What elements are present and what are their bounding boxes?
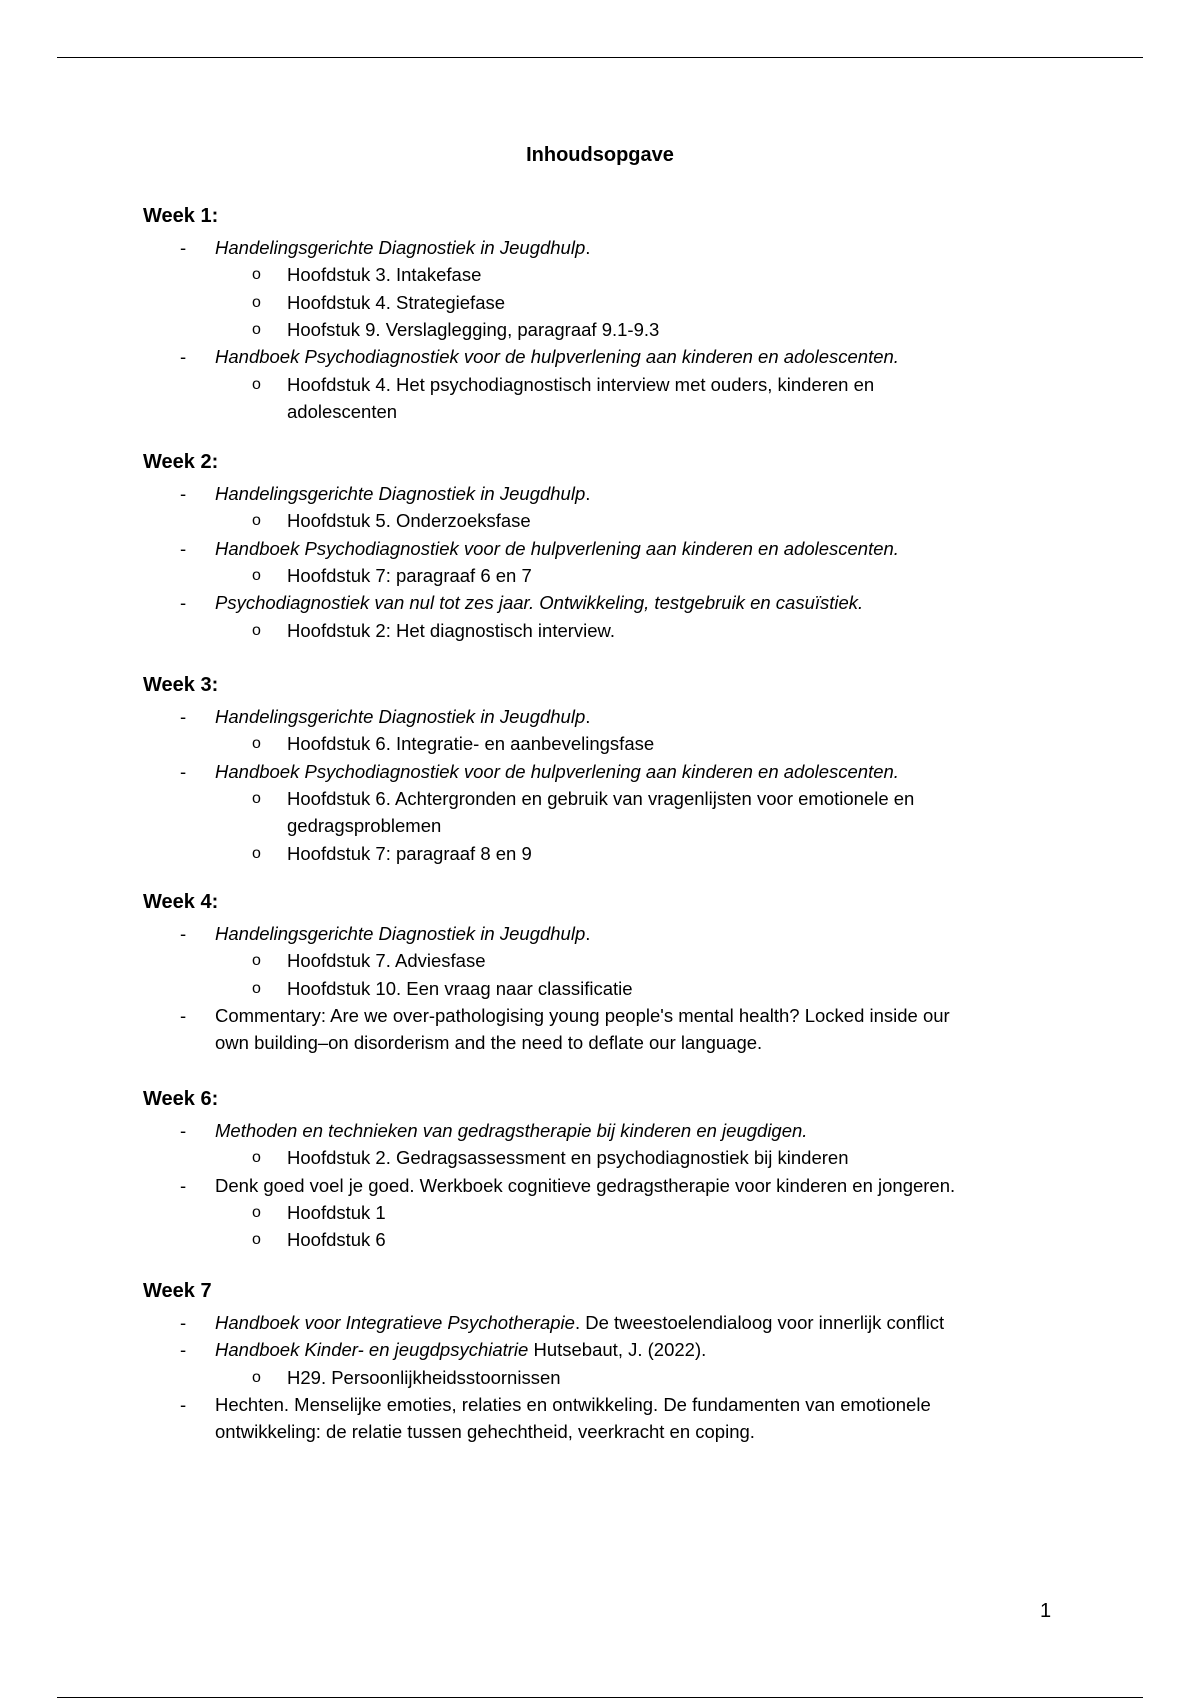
toc-item-text: Handelingsgerichte Diagnostiek in Jeugdhulp. (215, 923, 591, 944)
book-title: Handboek voor Integratieve Psychotherapie (215, 1312, 575, 1333)
week-heading: Week 1: (143, 205, 219, 227)
book-title: Handboek Psychodiagnostiek voor de hulpverlening aan kinderen en adolescenten. (215, 760, 899, 782)
week-heading: Week 4: (143, 891, 219, 913)
book-title: Handelingsgerichte Diagnostiek in Jeugdhulp (215, 923, 586, 944)
circle-bullet-icon: o (252, 952, 261, 970)
dash-bullet: - (180, 1393, 187, 1415)
book-title: Handboek Psychodiagnostiek voor de hulpverlening aan kinderen en adolescenten. (215, 346, 899, 368)
book-title: Handelingsgerichte Diagnostiek in Jeugdhulp (215, 237, 586, 258)
circle-bullet-icon: o (252, 844, 261, 862)
chapter-text: Hoofdstuk 2: Het diagnostisch interview. (287, 619, 616, 641)
book-title: Handboek Kinder- en jeugdpsychiatrie (215, 1339, 529, 1361)
dash-bullet: - (180, 1120, 187, 1141)
circle-bullet-icon: o (252, 320, 261, 338)
book-title: Methoden en technieken van gedragstherapie bij kinderen en jeugdigen. (215, 1120, 808, 1141)
chapter-text: Hoofdstuk 3. Intakefase (287, 264, 482, 286)
chapter-text: Hoofstuk 9. Verslaglegging, paragraaf 9.1-9.3 (287, 318, 660, 340)
toc-item-text (215, 343, 899, 370)
toc-item-text: Handboek voor Integratieve Psychotherapie. De tweestoelendialoog voor innerlijk conflict (215, 1312, 945, 1333)
chapter-text: H29. Persoonlijkheidsstoornissen (287, 1366, 561, 1388)
toc-item-text (215, 535, 899, 562)
circle-bullet-icon: o (252, 293, 261, 311)
book-title: Handboek Psychodiagnostiek voor de hulpverlening aan kinderen en adolescenten. (215, 537, 899, 559)
chapter-text: Hoofdstuk 6 (287, 1229, 386, 1251)
week-heading: Week 7 (143, 1280, 212, 1302)
toc-item-text: Denk goed voel je goed. Werkboek cognitieve gedragstherapie voor kinderen en jongeren. (215, 1174, 956, 1196)
dash-bullet: - (180, 1312, 187, 1333)
chapter-text: Hoofdstuk 2. Gedragsassessment en psychodiagnostiek bij kinderen (287, 1147, 849, 1169)
chapter-text: Hoofdstuk 6. Integratie- en aanbevelingsfase (287, 733, 655, 755)
toc-item-text: Handelingsgerichte Diagnostiek in Jeugdhulp. (215, 237, 591, 258)
circle-bullet-icon: o (252, 375, 261, 393)
week-heading: Week 2: (143, 451, 219, 473)
chapter-text: Hoofdstuk 7. Adviesfase (287, 950, 486, 972)
chapter-text: Hoofdstuk 4. Het psychodiagnostisch interview met ouders, kinderen en (287, 373, 875, 395)
chapter-text: Hoofdstuk 4. Strategiefase (287, 291, 506, 313)
circle-bullet-icon: o (252, 566, 261, 584)
toc-item-text: Commentary: Are we over-pathologising young people's mental health? Locked inside our (215, 1004, 950, 1026)
chapter-text: Hoofdstuk 1 (287, 1201, 386, 1223)
circle-bullet-icon: o (252, 266, 261, 284)
circle-bullet-icon: o (252, 1149, 261, 1167)
circle-bullet-icon: o (252, 979, 261, 997)
chapter-text: Hoofdstuk 10. Een vraag naar classificatie (287, 977, 633, 999)
toc-item-text: Hechten. Menselijke emoties, relaties en ontwikkeling. De fundamenten van emotionele (215, 1393, 931, 1415)
dash-bullet: - (180, 592, 187, 614)
toc-item-text-continued: ontwikkeling: de relatie tussen gehechtheid, veerkracht en coping. (215, 1421, 755, 1443)
header-rule (57, 57, 1143, 58)
book-title: Handelingsgerichte Diagnostiek in Jeugdhulp (215, 483, 586, 504)
circle-bullet-icon: o (252, 512, 261, 530)
week-heading: Week 3: (143, 674, 219, 696)
dash-bullet: - (180, 1174, 187, 1196)
dash-bullet: - (180, 1339, 187, 1361)
dash-bullet: - (180, 537, 187, 559)
dash-bullet: - (180, 706, 187, 727)
circle-bullet-icon: o (252, 789, 261, 807)
dash-bullet: - (180, 483, 187, 504)
dash-bullet: - (180, 923, 187, 944)
circle-bullet-icon: o (252, 1203, 261, 1221)
circle-bullet-icon: o (252, 1231, 261, 1249)
toc-item-text (215, 589, 863, 616)
book-title: Handelingsgerichte Diagnostiek in Jeugdhulp (215, 706, 586, 727)
chapter-text: Hoofdstuk 7: paragraaf 6 en 7 (287, 564, 532, 586)
chapter-text: gedragsproblemen (287, 815, 442, 837)
dash-bullet: - (180, 760, 187, 782)
dash-bullet: - (180, 1004, 187, 1026)
week-heading: Week 6: (143, 1088, 219, 1110)
toc-item-text (215, 1117, 807, 1144)
circle-bullet-icon: o (252, 735, 261, 753)
book-title: Psychodiagnostiek van nul tot zes jaar. Ontwikkeling, testgebruik en casuïstiek. (215, 592, 864, 614)
chapter-text: Hoofdstuk 6. Achtergronden en gebruik van vragenlijsten voor emotionele en (287, 787, 915, 809)
dash-bullet: - (180, 237, 187, 258)
toc-item-text: Handelingsgerichte Diagnostiek in Jeugdhulp. (215, 483, 591, 504)
chapter-text: Hoofdstuk 5. Onderzoeksfase (287, 510, 531, 532)
toc-item-text (215, 758, 899, 785)
footer-rule (57, 1697, 1143, 1698)
circle-bullet-icon: o (252, 1368, 261, 1386)
dash-bullet: - (180, 346, 187, 368)
chapter-text: Hoofdstuk 7: paragraaf 8 en 9 (287, 842, 532, 864)
page-number: 1 (1040, 1600, 1052, 1622)
circle-bullet-icon: o (252, 621, 261, 639)
document-title: Inhoudsopgave (526, 144, 674, 166)
toc-item-text: Handelingsgerichte Diagnostiek in Jeugdhulp. (215, 706, 591, 727)
toc-item-text: Handboek Kinder- en jeugdpsychiatrie Hutsebaut, J. (2022). (215, 1339, 707, 1361)
toc-item-text-continued: own building–on disorderism and the need to deflate our language. (215, 1032, 763, 1054)
chapter-text: adolescenten (287, 400, 398, 422)
